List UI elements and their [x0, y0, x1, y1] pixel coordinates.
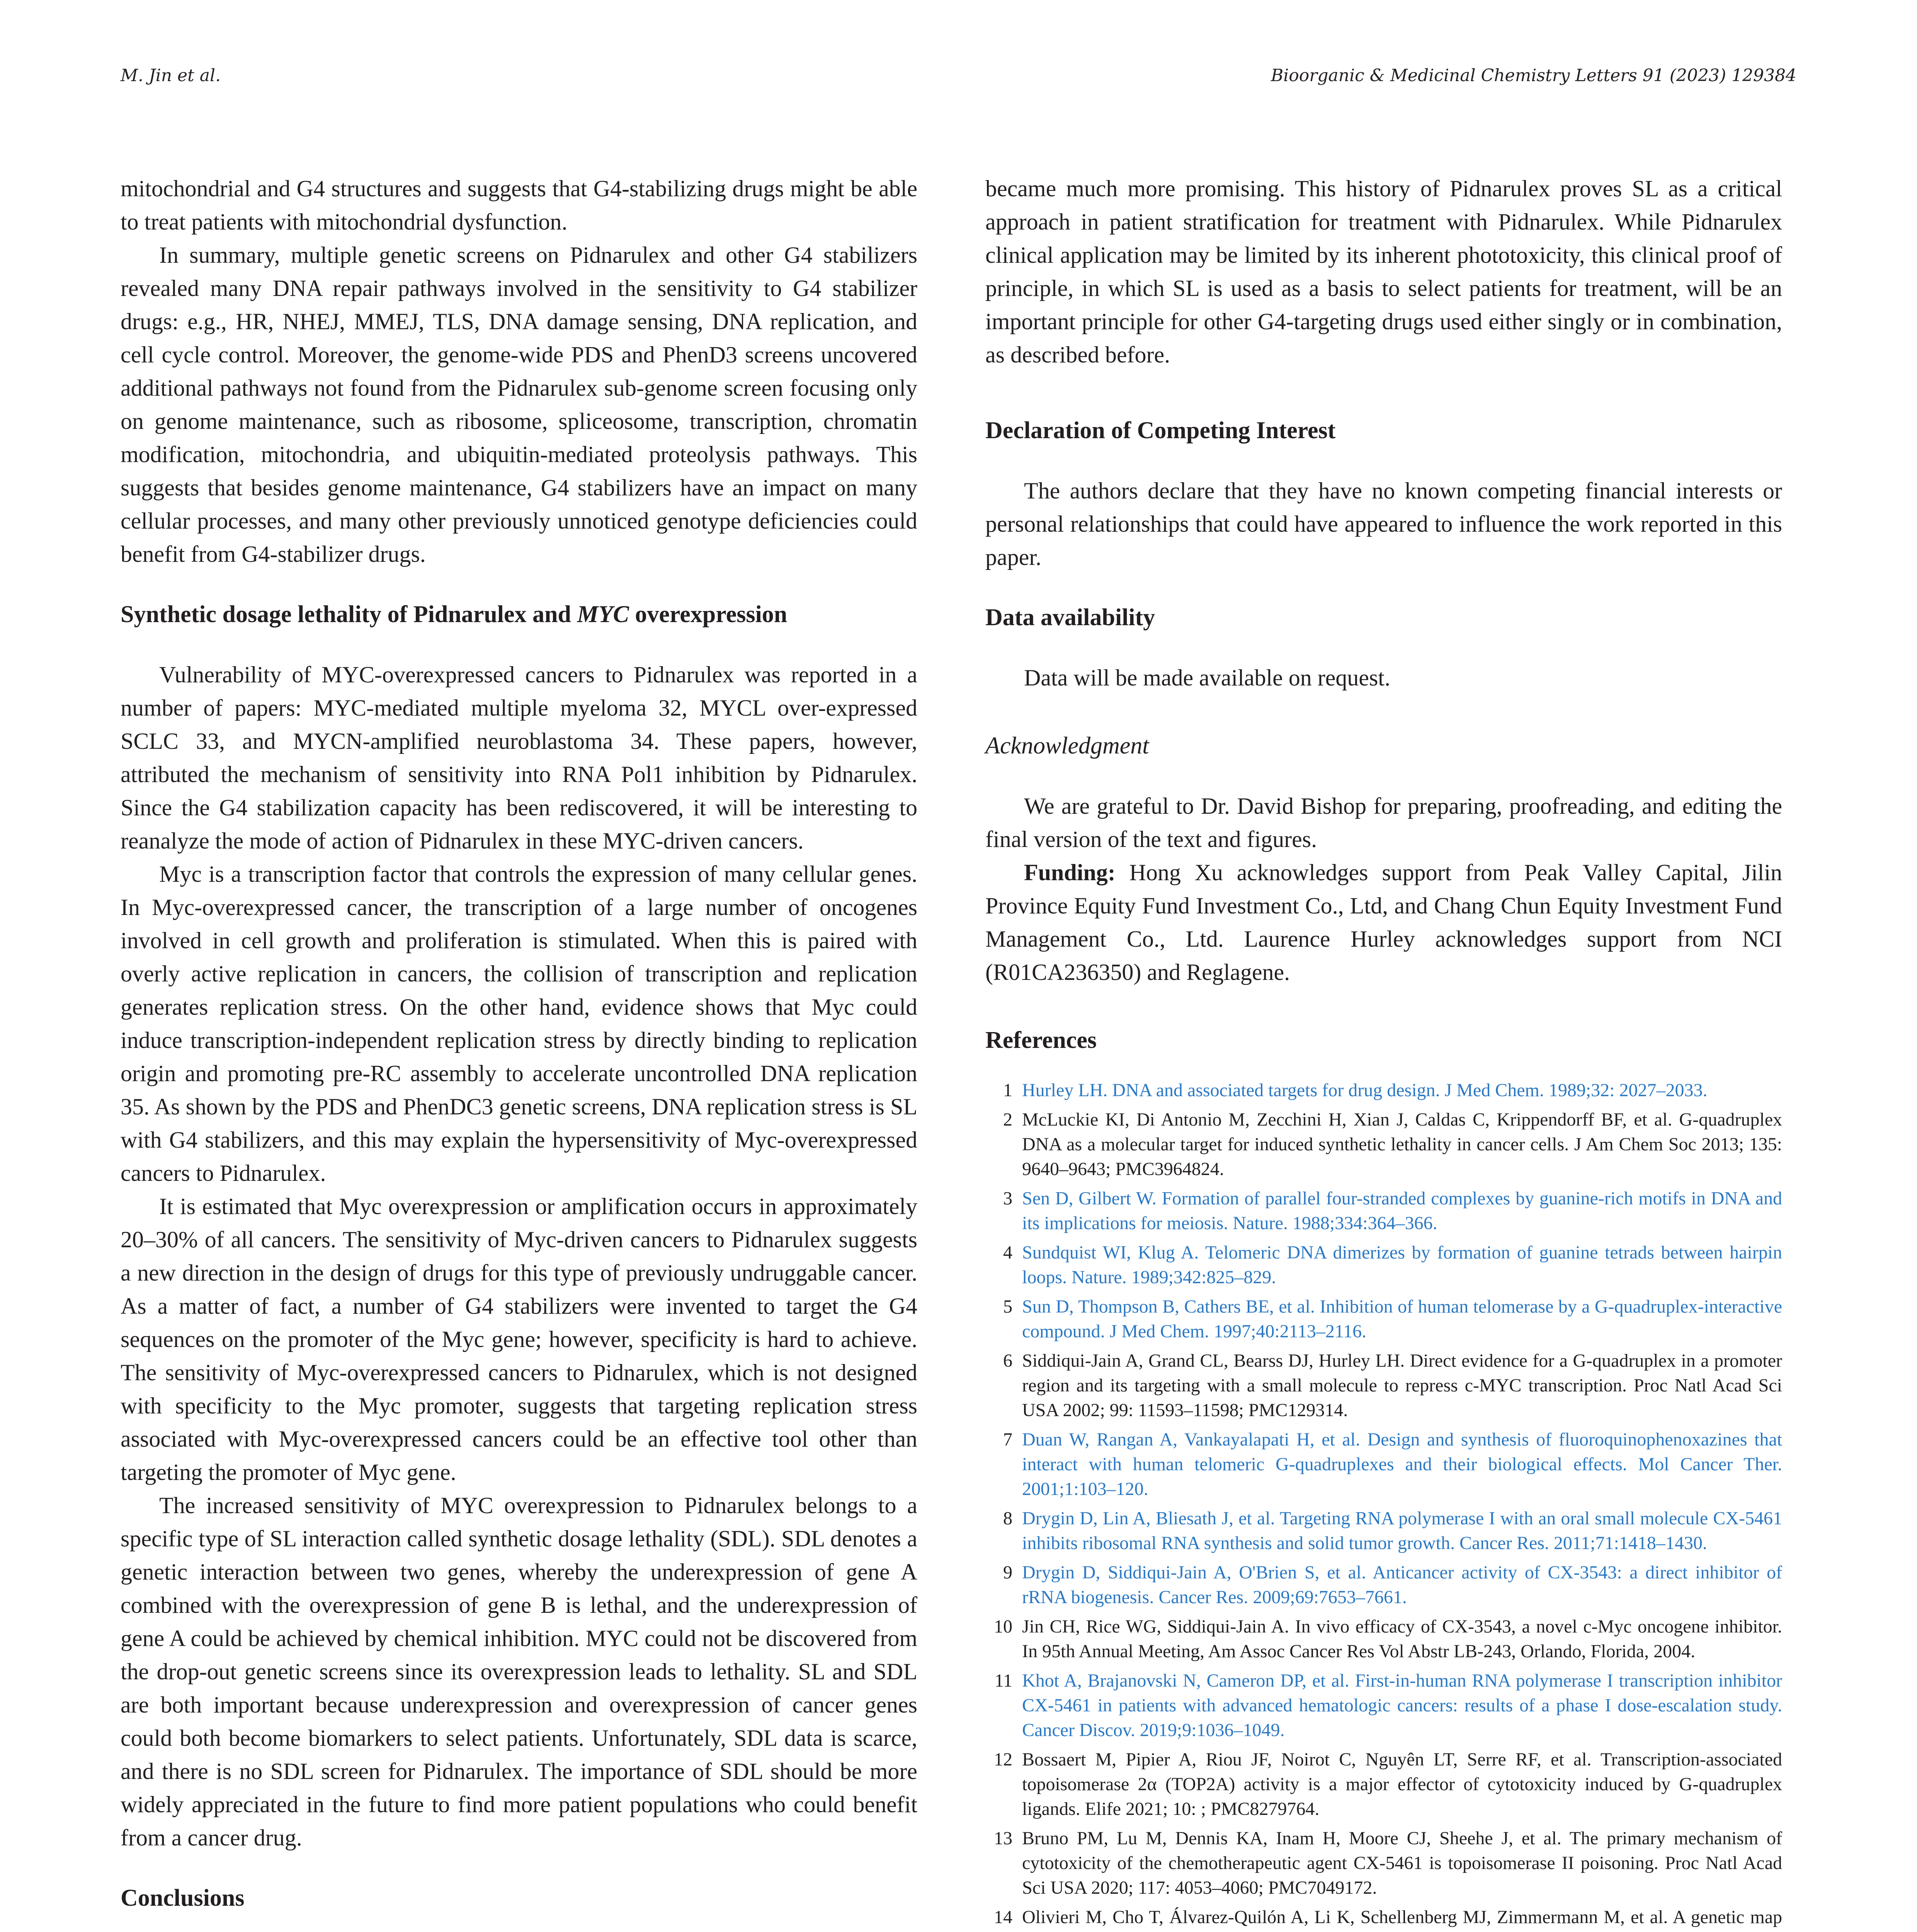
funding-label: Funding: — [1024, 860, 1116, 885]
paragraph: We are grateful to Dr. David Bishop for preparing, proofreading, and editing the final version of the text and figures. — [985, 793, 1782, 852]
reference-number: 9 — [1003, 1562, 1012, 1583]
reference-item[interactable] — [985, 1186, 1782, 1236]
section-heading-sdl — [121, 598, 917, 631]
running-header-journal: Bioorganic & Medicinal Chemistry Letters 91 (2023) 129384 — [1271, 66, 1796, 85]
funding-paragraph — [985, 856, 1782, 989]
reference-text: Bossaert M, Pipier A, Riou JF, Noirot C, Nguyên LT, Serre RF, et al. Transcription-associated topoisomerase 2α (TOP2A) activity is a major effector of cytotoxicity induced by G-quadruplex ligands. Elife 2021; 10: ; PMC8279764. — [1022, 1749, 1782, 1819]
reference-number: 8 — [1003, 1508, 1012, 1529]
heading-part: overexpression — [629, 601, 788, 628]
reference-number: 5 — [1003, 1296, 1012, 1317]
reference-link[interactable]: Drygin D, Lin A, Bliesath J, et al. Targeting RNA polymerase I with an oral small molecule CX-5461 inhibits ribosomal RNA synthesis and solid tumor growth. Cancer Res. 2011;71:1418–1430. — [1022, 1508, 1782, 1553]
paragraph: became much more promising. This history of Pidnarulex proves SL as a critical approach in patient stratification for treatment with Pidnarulex. While Pidnarulex clinical application may be limited by its inherent phototoxicity, this clinical proof of principle, in which SL is used as a basis to select patients for treatment, will be an important principle for other G4-targeting drugs used either singly or in combination, as described before. — [985, 176, 1782, 367]
reference-item — [985, 1826, 1782, 1900]
paragraph: Myc is a transcription factor that controls the expression of many cellular genes. In Myc-overexpressed cancer, the transcription of a large number of oncogenes involved in cell growth and proliferation is stimulated. When this is paired with overly active replication in cancers, the collision of transcription and replication generates replication stress. On the other hand, evidence shows that Myc could induce transcription-independent replication stress by directly binding to replication origin and promoting pre-RC assembly to accelerate uncontrolled DNA replication 35. As shown by the PDS and PhenDC3 genetic screens, DNA replication stress is SL with G4 stabilizers, and this may explain the hypersensitivity of Myc-overexpressed cancers to Pidnarulex. — [121, 861, 917, 1186]
paragraph: mitochondrial and G4 structures and suggests that G4-stabilizing drugs might be able to treat patients with mitochondrial dysfunction. — [121, 176, 917, 235]
section-heading-references: References — [985, 1027, 1097, 1053]
reference-number: 13 — [994, 1828, 1012, 1849]
reference-text: McLuckie KI, Di Antonio M, Zecchini H, Xian J, Caldas C, Krippendorff BF, et al. G-quadruplex DNA as a molecular target for induced synthetic lethality in cancer cells. J Am Chem Soc 2013; 135: 9640–9643; PMC3964824. — [1022, 1109, 1782, 1179]
reference-link[interactable]: Sundquist WI, Klug A. Telomeric DNA dimerizes by formation of guanine tetrads between hairpin loops. Nature. 1989;342:825–829. — [1022, 1242, 1782, 1287]
running-header-authors: M. Jin et al. — [121, 66, 221, 85]
reference-item[interactable] — [985, 1668, 1782, 1743]
reference-item — [985, 1747, 1782, 1821]
reference-text: Olivieri M, Cho T, Álvarez-Quilón A, Li K, Schellenberg MJ, Zimmermann M, et al. A genetic map — [1022, 1907, 1782, 1927]
section-heading-competing-interest: Declaration of Competing Interest — [985, 417, 1336, 444]
reference-number: 6 — [1003, 1350, 1012, 1371]
paragraph: In summary, multiple genetic screens on Pidnarulex and other G4 stabilizers revealed many DNA repair pathways involved in the sensitivity to G4 stabilizer drugs: e.g., HR, NHEJ, MMEJ, TLS, DNA damage sensing, DNA replication, and cell cycle control. Moreover, the genome-wide PDS and PhenD3 screens uncovered additional pathways not found from the Pidnarulex sub-genome screen focusing only on genome maintenance, such as ribosome, spliceosome, transcription, chromatin modification, mitochondria, and ubiquitin-mediated proteolysis pathways. This suggests that besides genome maintenance, G4 stabilizers have an impact on many cellular processes, and many other previously unnoticed genotype deficiencies could benefit from G4-stabilizer drugs. — [121, 242, 917, 567]
reference-number: 1 — [1003, 1080, 1012, 1100]
reference-number: 12 — [994, 1749, 1012, 1770]
reference-link[interactable]: Drygin D, Siddiqui-Jain A, O'Brien S, et al. Anticancer activity of CX-3543: a direct inhibitor of rRNA biogenesis. Cancer Res. 2009;69:7653–7661. — [1022, 1562, 1782, 1607]
reference-text: Jin CH, Rice WG, Siddiqui-Jain A. In vivo efficacy of CX-3543, a novel c-Myc oncogene inhibitor. In 95th Annual Meeting, Am Assoc Cancer Res Vol Abstr LB-243, Orlando, Florida, 2004. — [1022, 1616, 1782, 1662]
reference-text: Siddiqui-Jain A, Grand CL, Bearss DJ, Hurley LH. Direct evidence for a G-quadruplex in a promoter region and its targeting with a small molecule to repress c-MYC transcription. Proc Natl Acad Sci USA 2002; 99: 11593–11598; PMC129314. — [1022, 1350, 1782, 1420]
section-heading-acknowledgment: Acknowledgment — [985, 733, 1149, 759]
reference-item — [985, 1107, 1782, 1182]
section-heading-conclusions: Conclusions — [121, 1885, 245, 1911]
section-heading-data-availability: Data availability — [985, 604, 1155, 631]
reference-item[interactable] — [985, 1294, 1782, 1344]
reference-text: Bruno PM, Lu M, Dennis KA, Inam H, Moore CJ, Sheehe J, et al. The primary mechanism of cytotoxicity of the chemotherapeutic agent CX-5461 is topoisomerase II poisoning. Proc Natl Acad Sci USA 2020; 117: 4053–4060; PMC7049172. — [1022, 1828, 1782, 1898]
reference-number: 2 — [1003, 1109, 1012, 1130]
reference-number: 3 — [1003, 1188, 1012, 1209]
reference-item[interactable] — [985, 1560, 1782, 1610]
reference-link[interactable]: Hurley LH. DNA and associated targets for drug design. J Med Chem. 1989;32: 2027–2033. — [1022, 1080, 1708, 1100]
reference-link[interactable]: Khot A, Brajanovski N, Cameron DP, et al. First-in-human RNA polymerase I transcription inhibitor CX-5461 in patients with advanced hematologic cancers: results of a phase I dose-escalation study. Cancer Discov. 2019;9:1036–1049. — [1022, 1670, 1782, 1740]
left-column — [121, 172, 917, 1932]
reference-item[interactable] — [985, 1240, 1782, 1290]
paragraph: Data will be made available on request. — [1024, 665, 1390, 690]
reference-item — [985, 1349, 1782, 1423]
reference-number: 10 — [994, 1616, 1012, 1637]
paragraph: It is estimated that Myc overexpression or amplification occurs in approximately 20–30% of all cancers. The sensitivity of Myc-driven cancers to Pidnarulex suggests a new direction in the design of drugs for this type of previously undruggable cancer. As a matter of fact, a number of G4 stabilizers were invented to target the G4 sequences on the promoter of the Myc gene; however, specificity is hard to achieve. The sensitivity of Myc-overexpressed cancers to Pidnarulex, which is not designed with specificity to the Myc promoter, suggests that targeting replication stress associated with Myc-overexpressed cancers could be an effective tool other than targeting the promoter of Myc gene. — [121, 1194, 917, 1485]
reference-link[interactable]: Sen D, Gilbert W. Formation of parallel four-stranded complexes by guanine-rich motifs in DNA and its implications for meiosis. Nature. 1988;334:364–366. — [1022, 1188, 1782, 1233]
reference-number: 14 — [994, 1907, 1012, 1927]
reference-item — [985, 1614, 1782, 1664]
heading-part: Synthetic dosage lethality of Pidnarulex and — [121, 601, 577, 628]
reference-item[interactable] — [985, 1078, 1782, 1103]
right-column — [985, 172, 1782, 1932]
paragraph: The increased sensitivity of MYC overexpression to Pidnarulex belongs to a specific type of SL interaction called synthetic dosage lethality (SDL). SDL denotes a genetic interaction between two genes, whereby the underexpression of gene A combined with the overexpression of gene B is lethal, and the underexpression of gene A could be achieved by chemical inhibition. MYC could not be discovered from the drop-out genetic screens since its overexpression leads to lethality. SL and SDL are both important because underexpression and overexpression of cancer genes could both become biomarkers to select patients. Unfortunately, SDL data is scarce, and there is no SDL screen for Pidnarulex. The importance of SDL should be more widely appreciated in the future to find more patient populations who could benefit from a cancer drug. — [121, 1493, 917, 1850]
reference-list — [985, 1078, 1782, 1932]
reference-item — [985, 1905, 1782, 1932]
heading-part-italic: MYC — [577, 601, 629, 628]
reference-number: 7 — [1003, 1429, 1012, 1450]
reference-number: 4 — [1003, 1242, 1012, 1263]
reference-item[interactable] — [985, 1427, 1782, 1502]
funding-text: Hong Xu acknowledges support from Peak Valley Capital, Jilin Province Equity Fund Investment Co., Ltd, and Chang Chun Equity Investment Fund Management Co., Ltd. Laurence Hurley acknowledges support from NCI (R01CA236350) and Reglagene. — [985, 860, 1782, 985]
reference-link[interactable]: Sun D, Thompson B, Cathers BE, et al. Inhibition of human telomerase by a G-quadruplex-interactive compound. J Med Chem. 1997;40:2113–2116. — [1022, 1296, 1782, 1342]
paragraph: Vulnerability of MYC-overexpressed cancers to Pidnarulex was reported in a number of papers: MYC-mediated multiple myeloma 32, MYCL over-expressed SCLC 33, and MYCN-amplified neuroblastoma 34. These papers, however, attributed the mechanism of sensitivity into RNA Pol1 inhibition by Pidnarulex. Since the G4 stabilization capacity has been rediscovered, it will be interesting to reanalyze the mode of action of Pidnarulex in these MYC-driven cancers. — [121, 662, 917, 854]
reference-link[interactable]: Duan W, Rangan A, Vankayalapati H, et al. Design and synthesis of fluoroquinophenoxazines that interact with human telomeric G-quadruplexes and their biological effects. Mol Cancer Ther. 2001;1:103–120. — [1022, 1429, 1782, 1499]
reference-item[interactable] — [985, 1506, 1782, 1556]
paragraph: The authors declare that they have no known competing financial interests or personal relationships that could have appeared to influence the work reported in this paper. — [985, 478, 1782, 570]
reference-number: 11 — [994, 1670, 1012, 1691]
